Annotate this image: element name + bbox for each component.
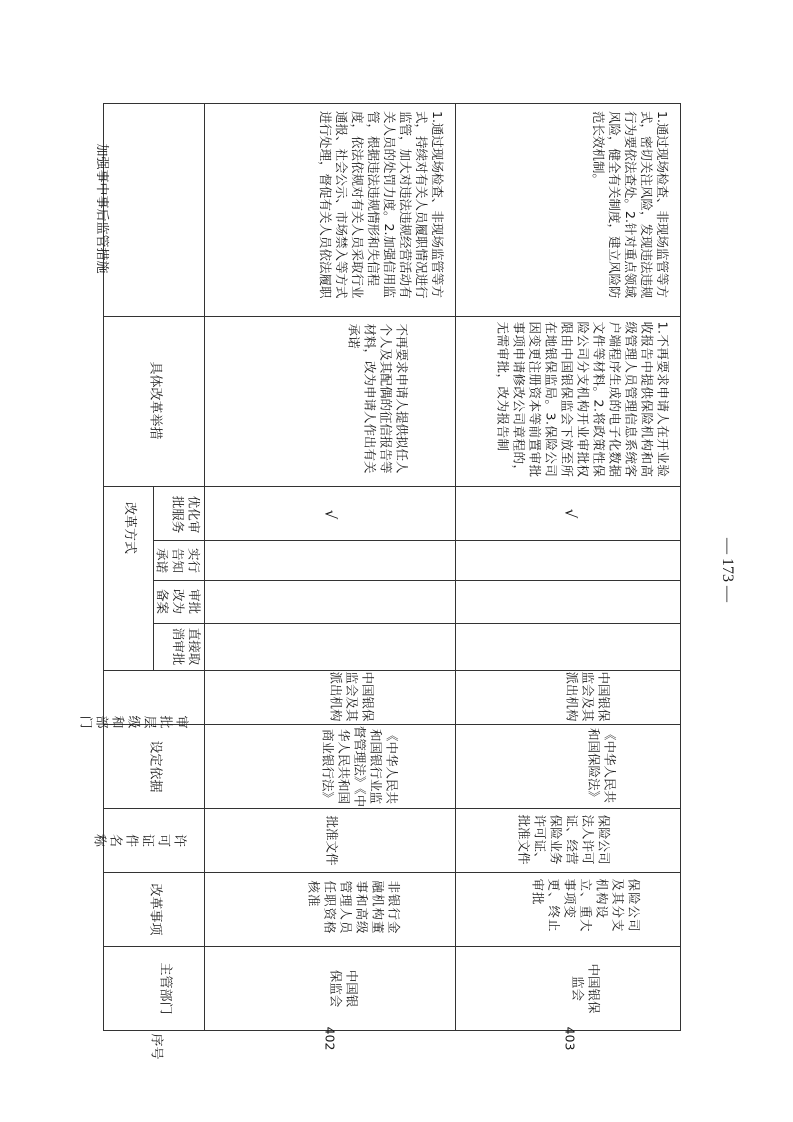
col-separator	[153, 580, 681, 581]
row-402-seq: 402	[322, 1026, 338, 1051]
header-item: 改革事项	[147, 883, 163, 936]
col-separator	[153, 623, 681, 624]
header-dept: 主管部门	[157, 962, 173, 1015]
row-403-license: 保险公司法人许可证、经营保险业务许可证、批准文件	[516, 814, 612, 865]
header-reform-mode: 改革方式	[122, 501, 137, 554]
row-403-seq: 403	[562, 1026, 578, 1051]
header-mode-optimize: 优化审批服务	[170, 495, 202, 534]
row-403-measures: 1.不再要求申请人在开业验收报告中提供保险机构和高级管理人员管理信息系统客户端程序生成的电子化数据文件等材料。2.将政策性保险公司分支机构开业审批权限由中国银保监会下放至所在地银保监局。3.保险公司因变更注册资本等前置审批事项申请修改公司章程的，无需审批，改为报告制	[495, 321, 671, 478]
row-403-supervision: 1.通过现场检查、非现场监管等方式，密切关注风险，发现违法违规行为要依法查处。2.针对重点领域风险，健全有关制度，建立风险防范长效机制。	[591, 111, 670, 299]
header-basis: 设定依据	[147, 740, 163, 793]
header-mode-notify: 实行告知承诺	[154, 547, 202, 573]
row-403-mode-optimize: √	[561, 508, 580, 519]
header-seq: 序号	[148, 1033, 164, 1060]
row-402-supervision: 1.通过现场检查、非现场监管等方式，持续对有关人员履职情况进行监管，加大对违法违规经营活动有关人员的处罚力度。2.加强信用监管，根据违法违规情形和失信程度，依法依规对有关人员采取行业通报、社会公示、市场禁入等方式进行处理，督促有关人员依法履职	[318, 111, 445, 299]
row-403-level: 中国银保监会及其派出机构	[564, 671, 612, 722]
header-level: 审批层级和部门	[77, 715, 189, 729]
header-measures: 具体改革举措	[147, 361, 163, 440]
row-402-license: 批准文件	[324, 815, 340, 866]
row-403-dept: 中国银保监会	[570, 963, 602, 1014]
row-402-basis: 《中华人民共和国银行业监督管理法》《中华人民共和国商业银行法》	[320, 725, 400, 808]
row-402-dept: 中国银保监会	[328, 969, 360, 1008]
row-403-basis: 《中华人民共和国保险法》	[586, 727, 618, 803]
header-supervision: 加强事中事后监管措施	[94, 143, 109, 274]
header-mode-filing: 审批改为备案	[155, 588, 202, 614]
row-402-item: 非银行金融机构董事和高级管理人员任职资格核准	[306, 880, 402, 935]
row-402-mode-optimize: √	[321, 509, 340, 520]
row-402-level: 中国银保监会及其派出机构	[328, 671, 376, 722]
page-number: — 173 —	[719, 538, 736, 602]
header-mode-cancel: 直接取消审批	[171, 627, 202, 666]
header-license: 许可证件名称	[91, 833, 187, 847]
row-402-measures: 不再要求申请人提供拟任人个人及其配偶的征信报告等材料，改为申请人作出有关承诺	[346, 323, 410, 474]
row-403-item: 保险公司及其分支机构设立、重大事项变更、终止审批	[530, 878, 642, 933]
